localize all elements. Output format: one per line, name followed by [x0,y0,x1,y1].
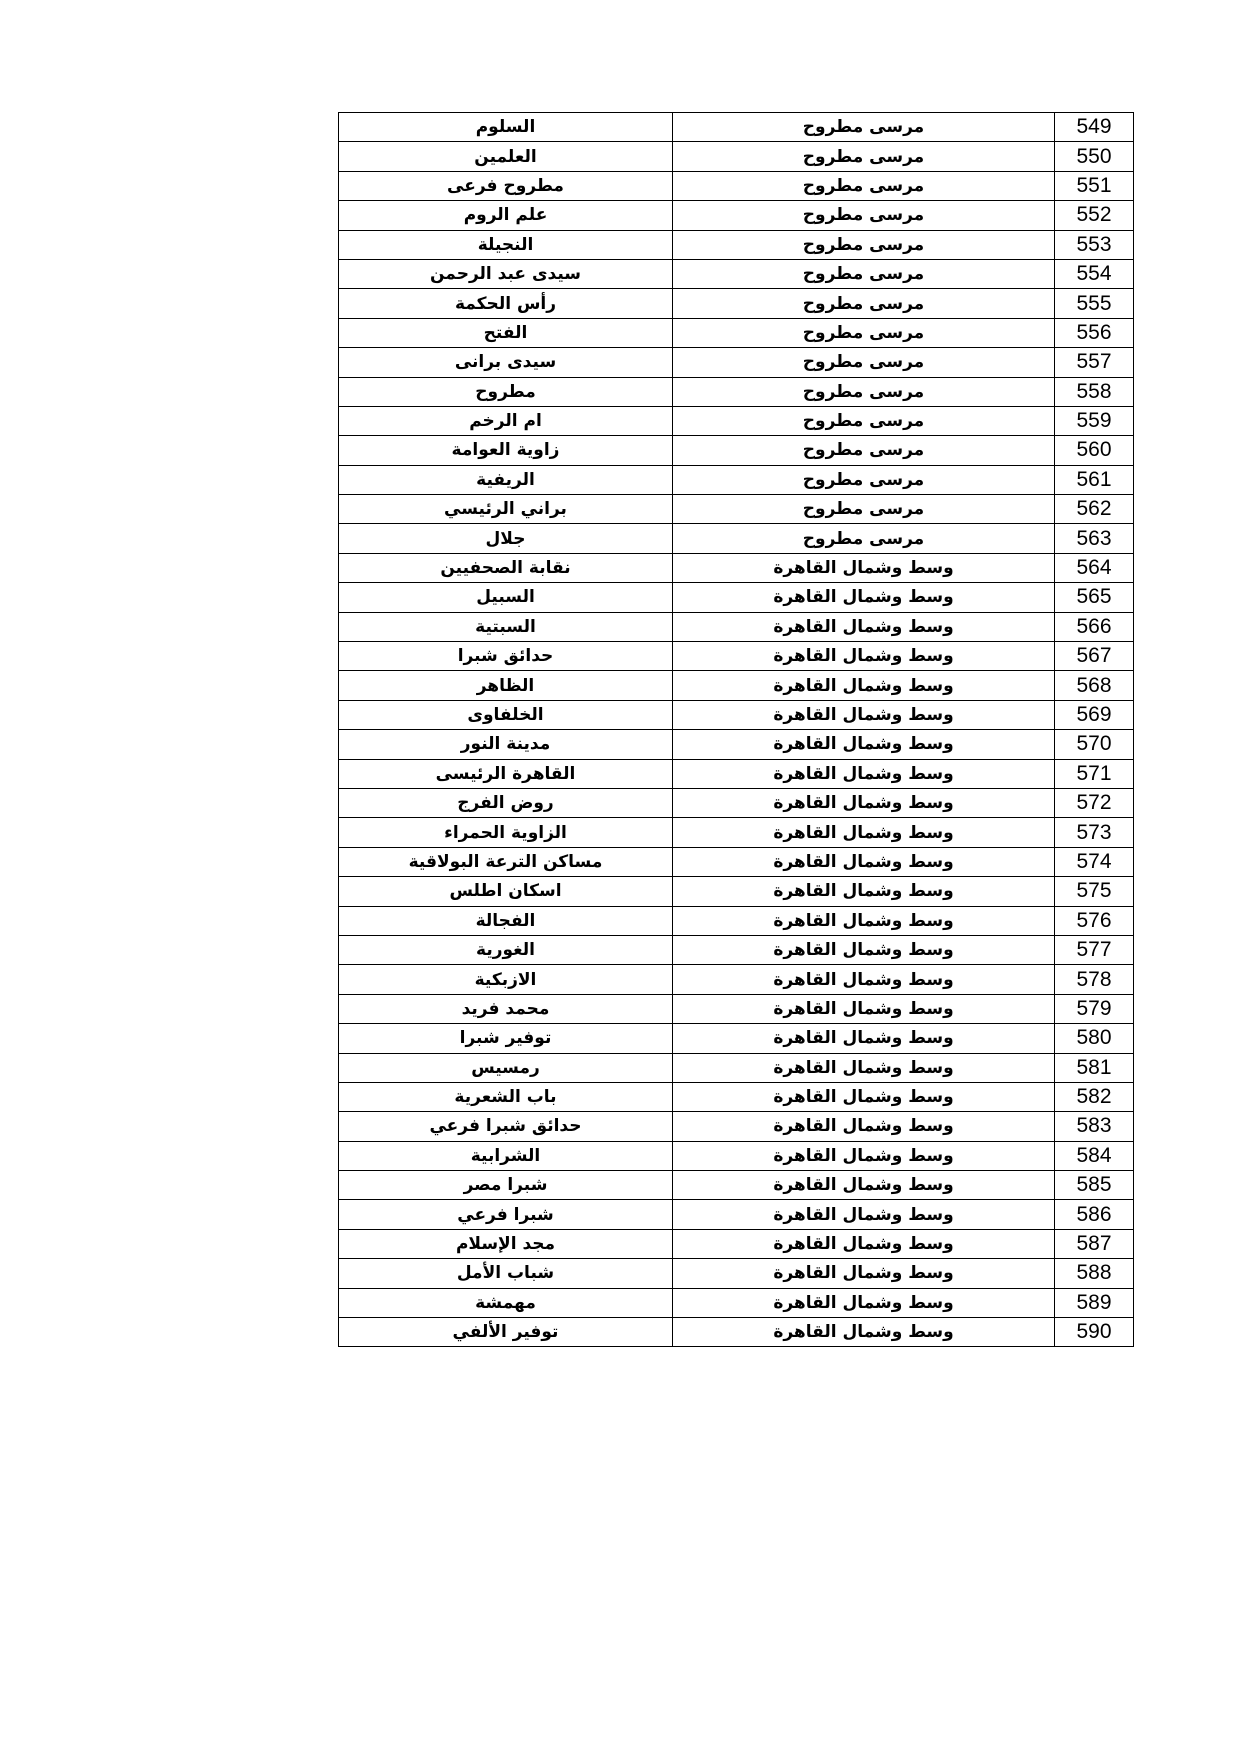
row-number-cell: 575 [1055,877,1134,906]
table-row [339,847,1134,876]
row-number-cell: 574 [1055,847,1134,876]
office-name-cell: الفجالة [339,906,673,935]
table-row [339,612,1134,641]
region-name-cell: مرسى مطروح [673,406,1055,435]
row-number-cell: 557 [1055,348,1134,377]
row-number-cell: 566 [1055,612,1134,641]
table-row [339,201,1134,230]
office-name-cell: القاهرة الرئيسى [339,759,673,788]
row-number-cell: 584 [1055,1141,1134,1170]
region-name-cell: مرسى مطروح [673,259,1055,288]
row-number-cell: 551 [1055,171,1134,200]
office-name-cell: محمد فريد [339,994,673,1023]
table-row [339,1082,1134,1111]
row-number-cell: 562 [1055,495,1134,524]
office-name-cell: الريفية [339,465,673,494]
office-name-cell: باب الشعرية [339,1082,673,1111]
region-name-cell: وسط وشمال القاهرة [673,1171,1055,1200]
table-row [339,671,1134,700]
table-row [339,318,1134,347]
row-number-cell: 553 [1055,230,1134,259]
table-row [339,524,1134,553]
region-name-cell: وسط وشمال القاهرة [673,906,1055,935]
office-name-cell: مهمشة [339,1288,673,1317]
region-name-cell: وسط وشمال القاهرة [673,965,1055,994]
region-name-cell: وسط وشمال القاهرة [673,1259,1055,1288]
office-name-cell: العلمين [339,142,673,171]
office-name-cell: اسكان اطلس [339,877,673,906]
region-name-cell: مرسى مطروح [673,524,1055,553]
region-name-cell: مرسى مطروح [673,465,1055,494]
office-name-cell: براني الرئيسي [339,495,673,524]
region-name-cell: وسط وشمال القاهرة [673,583,1055,612]
region-name-cell: وسط وشمال القاهرة [673,671,1055,700]
row-number-cell: 590 [1055,1318,1134,1347]
row-number-cell: 565 [1055,583,1134,612]
table-row [339,759,1134,788]
region-name-cell: وسط وشمال القاهرة [673,642,1055,671]
region-name-cell: وسط وشمال القاهرة [673,994,1055,1023]
office-name-cell: حدائق شبرا [339,642,673,671]
office-name-cell: الزاوية الحمراء [339,818,673,847]
region-name-cell: مرسى مطروح [673,348,1055,377]
row-number-cell: 571 [1055,759,1134,788]
office-name-cell: مساكن الترعة البولاقية [339,847,673,876]
table-row [339,1171,1134,1200]
row-number-cell: 567 [1055,642,1134,671]
office-name-cell: سيدى عبد الرحمن [339,259,673,288]
region-name-cell: وسط وشمال القاهرة [673,877,1055,906]
office-name-cell: نقابة الصحفيين [339,553,673,582]
table-row [339,377,1134,406]
office-name-cell: الفتح [339,318,673,347]
region-name-cell: وسط وشمال القاهرة [673,847,1055,876]
region-name-cell: وسط وشمال القاهرة [673,1229,1055,1258]
row-number-cell: 579 [1055,994,1134,1023]
region-name-cell: مرسى مطروح [673,171,1055,200]
table-row [339,348,1134,377]
row-number-cell: 585 [1055,1171,1134,1200]
row-number-cell: 550 [1055,142,1134,171]
office-name-cell: النجيلة [339,230,673,259]
table-row [339,406,1134,435]
table-row [339,1141,1134,1170]
table-row [339,259,1134,288]
region-name-cell: وسط وشمال القاهرة [673,553,1055,582]
row-number-cell: 587 [1055,1229,1134,1258]
office-name-cell: الظاهر [339,671,673,700]
office-name-cell: السبتية [339,612,673,641]
row-number-cell: 572 [1055,788,1134,817]
region-name-cell: مرسى مطروح [673,201,1055,230]
table-row [339,906,1134,935]
office-name-cell: زاوية العوامة [339,436,673,465]
office-name-cell: مدينة النور [339,730,673,759]
table-row [339,465,1134,494]
row-number-cell: 586 [1055,1200,1134,1229]
region-name-cell: وسط وشمال القاهرة [673,1200,1055,1229]
row-number-cell: 577 [1055,935,1134,964]
office-name-cell: جلال [339,524,673,553]
region-name-cell: وسط وشمال القاهرة [673,1024,1055,1053]
region-name-cell: مرسى مطروح [673,289,1055,318]
table-row [339,171,1134,200]
row-number-cell: 555 [1055,289,1134,318]
table-row [339,436,1134,465]
table-row [339,642,1134,671]
office-name-cell: الغورية [339,935,673,964]
row-number-cell: 583 [1055,1112,1134,1141]
office-name-cell: توفير الألفي [339,1318,673,1347]
region-name-cell: مرسى مطروح [673,113,1055,142]
region-name-cell: مرسى مطروح [673,436,1055,465]
table-row [339,495,1134,524]
row-number-cell: 576 [1055,906,1134,935]
table-row [339,289,1134,318]
region-name-cell: وسط وشمال القاهرة [673,1141,1055,1170]
row-number-cell: 589 [1055,1288,1134,1317]
office-name-cell: حدائق شبرا فرعي [339,1112,673,1141]
row-number-cell: 580 [1055,1024,1134,1053]
table-row [339,877,1134,906]
region-name-cell: وسط وشمال القاهرة [673,759,1055,788]
office-name-cell: شبرا فرعي [339,1200,673,1229]
row-number-cell: 573 [1055,818,1134,847]
region-name-cell: وسط وشمال القاهرة [673,788,1055,817]
table-row [339,1229,1134,1258]
region-name-cell: وسط وشمال القاهرة [673,1053,1055,1082]
office-name-cell: الشرابية [339,1141,673,1170]
region-name-cell: وسط وشمال القاهرة [673,612,1055,641]
region-name-cell: مرسى مطروح [673,495,1055,524]
office-name-cell: مطروح [339,377,673,406]
table-row [339,1288,1134,1317]
row-number-cell: 581 [1055,1053,1134,1082]
row-number-cell: 558 [1055,377,1134,406]
row-number-cell: 564 [1055,553,1134,582]
region-name-cell: وسط وشمال القاهرة [673,935,1055,964]
office-name-cell: الخلفاوى [339,700,673,729]
region-name-cell: مرسى مطروح [673,230,1055,259]
offices-table [338,112,1134,1347]
row-number-cell: 560 [1055,436,1134,465]
region-name-cell: وسط وشمال القاهرة [673,730,1055,759]
region-name-cell: مرسى مطروح [673,142,1055,171]
table-row [339,1259,1134,1288]
row-number-cell: 556 [1055,318,1134,347]
row-number-cell: 552 [1055,201,1134,230]
table-row [339,1200,1134,1229]
office-name-cell: رمسيس [339,1053,673,1082]
region-name-cell: مرسى مطروح [673,377,1055,406]
office-name-cell: روض الفرج [339,788,673,817]
table-row [339,1024,1134,1053]
table-row [339,965,1134,994]
office-name-cell: السلوم [339,113,673,142]
table-row [339,142,1134,171]
row-number-cell: 559 [1055,406,1134,435]
row-number-cell: 568 [1055,671,1134,700]
offices-table-body [339,113,1134,1347]
region-name-cell: وسط وشمال القاهرة [673,1318,1055,1347]
table-row [339,1318,1134,1347]
row-number-cell: 569 [1055,700,1134,729]
table-row [339,994,1134,1023]
office-name-cell: علم الروم [339,201,673,230]
office-name-cell: ام الرخم [339,406,673,435]
region-name-cell: مرسى مطروح [673,318,1055,347]
row-number-cell: 582 [1055,1082,1134,1111]
row-number-cell: 578 [1055,965,1134,994]
table-row [339,788,1134,817]
office-name-cell: مطروح فرعى [339,171,673,200]
table-row [339,1112,1134,1141]
office-name-cell: سيدى برانى [339,348,673,377]
row-number-cell: 561 [1055,465,1134,494]
region-name-cell: وسط وشمال القاهرة [673,1082,1055,1111]
office-name-cell: مجد الإسلام [339,1229,673,1258]
table-row [339,553,1134,582]
region-name-cell: وسط وشمال القاهرة [673,1112,1055,1141]
table-row [339,935,1134,964]
row-number-cell: 554 [1055,259,1134,288]
office-name-cell: شباب الأمل [339,1259,673,1288]
region-name-cell: وسط وشمال القاهرة [673,700,1055,729]
table-row [339,730,1134,759]
table-row [339,113,1134,142]
row-number-cell: 588 [1055,1259,1134,1288]
table-row [339,818,1134,847]
office-name-cell: الازبكية [339,965,673,994]
table-row [339,700,1134,729]
table-row [339,1053,1134,1082]
row-number-cell: 563 [1055,524,1134,553]
office-name-cell: السبيل [339,583,673,612]
table-row [339,583,1134,612]
region-name-cell: وسط وشمال القاهرة [673,1288,1055,1317]
office-name-cell: رأس الحكمة [339,289,673,318]
row-number-cell: 549 [1055,113,1134,142]
row-number-cell: 570 [1055,730,1134,759]
office-name-cell: شبرا مصر [339,1171,673,1200]
office-name-cell: توفير شبرا [339,1024,673,1053]
table-row [339,230,1134,259]
region-name-cell: وسط وشمال القاهرة [673,818,1055,847]
